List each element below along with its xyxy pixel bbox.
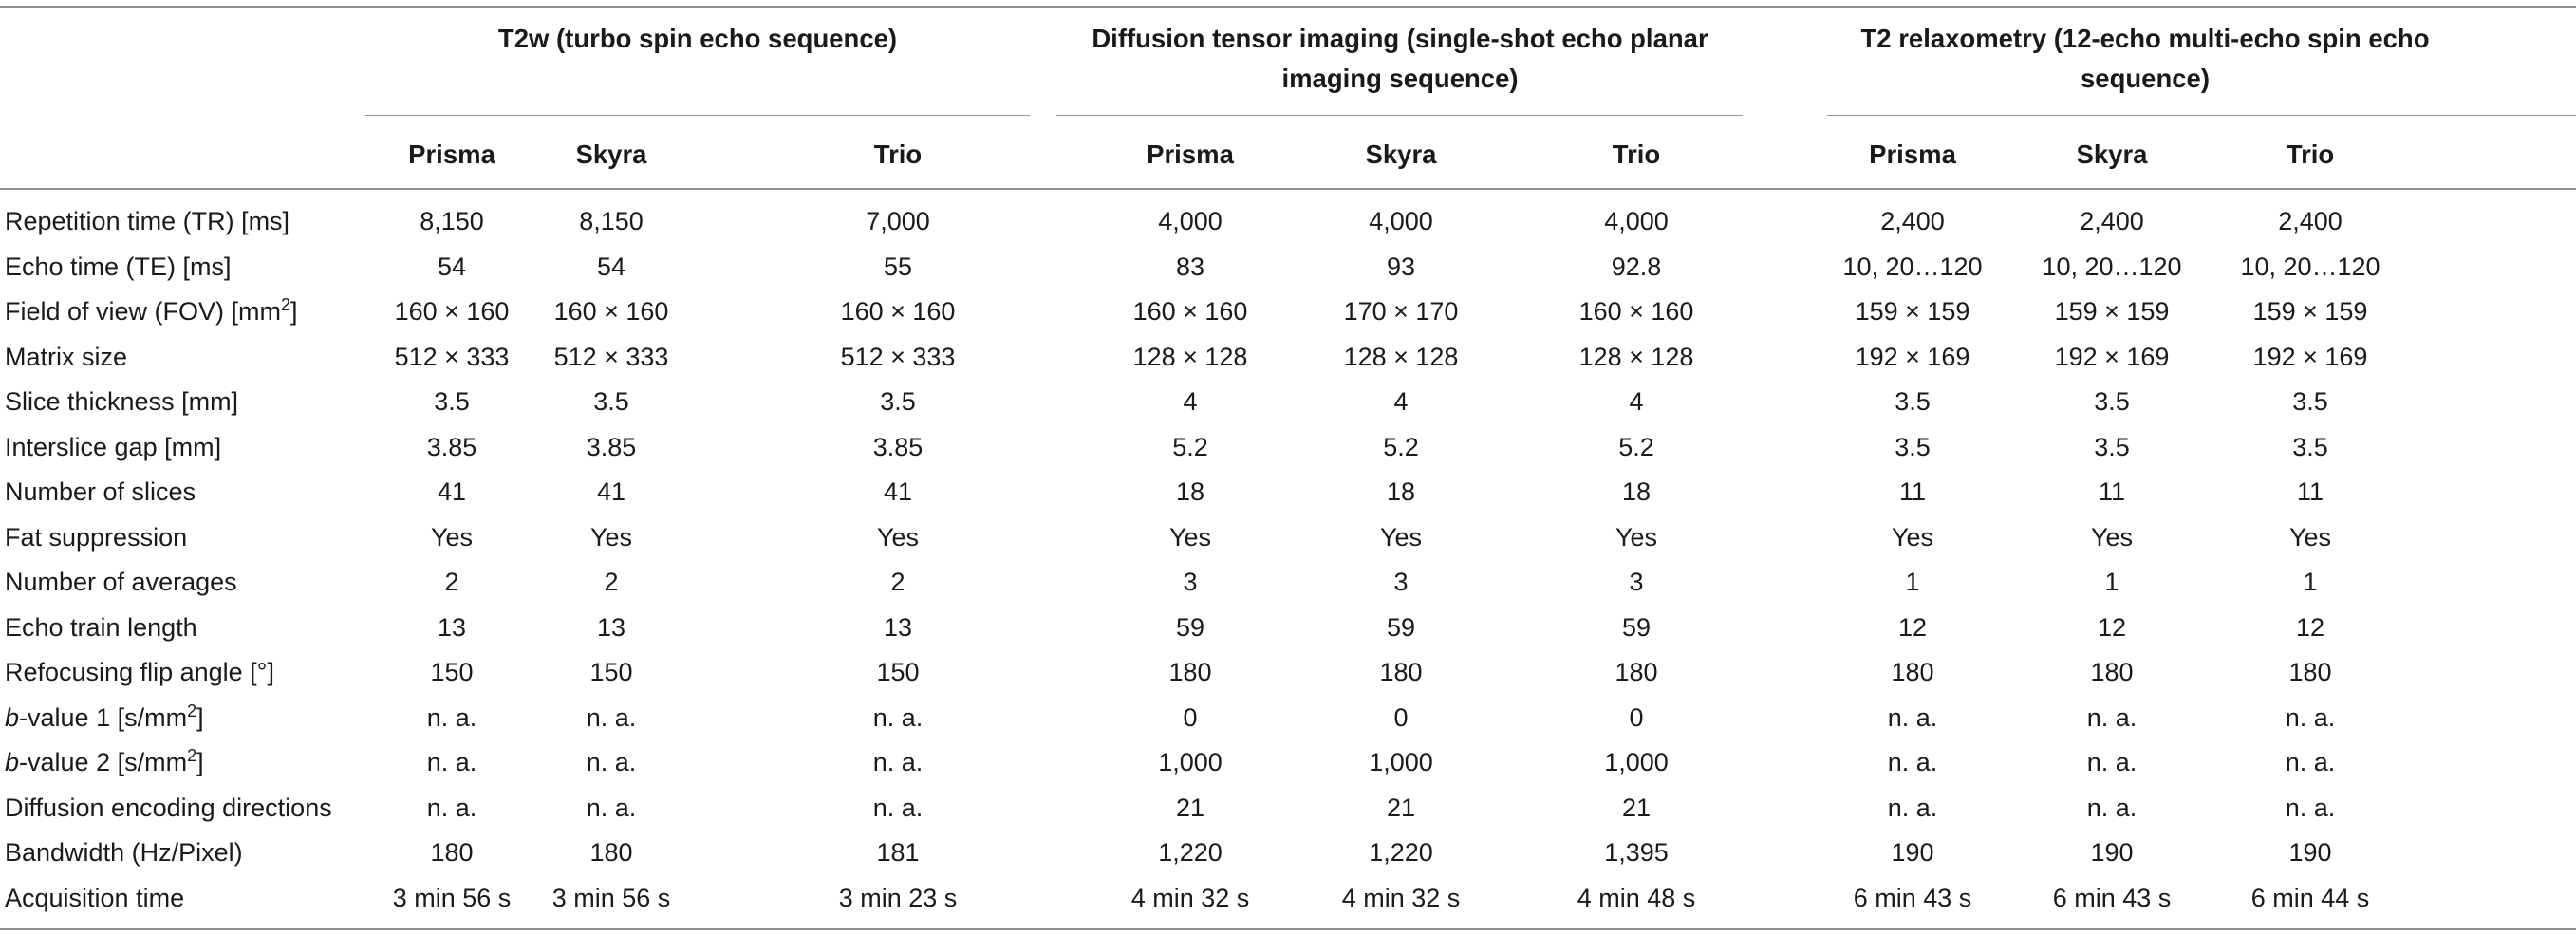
table-cell: 11 [2296,477,2324,506]
label-italic-symbol: b [5,702,20,732]
table-cell: n. a. [426,793,477,822]
table-cell: 180 [430,838,474,867]
column-header-skyra-1: Skyra [575,140,647,169]
table-cell: Yes [876,522,920,552]
table-cell: 7,000 [866,207,930,235]
table-cell: 6 min 43 s [2052,883,2172,912]
table-cell: 3.85 [872,432,924,461]
table-cell: 21 [1621,793,1652,822]
table-cell: 3.85 [586,432,637,461]
row-label: Acquisition time [5,883,185,912]
table-cell: n. a. [586,748,637,776]
table-cell: 128 × 128 [1343,342,1459,371]
table-cell: 190 [2288,838,2332,867]
label-superscript: 2 [281,295,291,314]
table-cell: 128 × 128 [1578,342,1694,371]
table-cell: 160 × 160 [1132,297,1248,326]
label-suffix: ] [290,297,298,326]
table-cell: 12 [2295,612,2325,642]
table-cell: 4,000 [1369,207,1433,235]
table-cell: 54 [596,252,626,281]
table-cell: 41 [596,477,626,506]
table-cell: 512 × 333 [840,342,956,371]
group-rule-t2w [365,115,1030,116]
table-cell: n. a. [2285,748,2336,776]
table-cell: 4 min 48 s [1577,883,1696,912]
table-cell: 159 × 159 [2054,297,2170,326]
label-suffix: ] [196,702,204,732]
table-cell: 3.5 [593,387,629,416]
table-cell: 1,000 [1158,748,1223,776]
table-cell: 8,150 [579,207,644,235]
table-cell: n. a. [586,702,637,732]
column-header-trio-2: Trio [1612,140,1661,169]
table-cell: 4,000 [1158,207,1223,235]
table-cell: 83 [1175,252,1205,281]
table-cell: n. a. [2086,793,2137,822]
table-cell: 0 [1183,702,1198,732]
table-cell: n. a. [2285,793,2336,822]
table-cell: Yes [1379,522,1423,552]
table-cell: 1,000 [1604,748,1669,776]
top-rule [0,6,2576,8]
column-header-skyra-3: Skyra [2076,140,2148,169]
table-cell: 8,150 [420,207,484,235]
table-cell: 150 [589,658,633,686]
row-label: Number of slices [5,477,196,506]
column-header-trio-1: Trio [873,140,923,169]
table-cell: 6 min 44 s [2250,883,2370,912]
table-cell: 512 × 333 [394,342,510,371]
table-cell: 190 [2090,838,2134,867]
table-cell: n. a. [426,702,477,732]
column-header-prisma-1: Prisma [408,140,495,169]
table-cell: 3.5 [2292,387,2328,416]
table-cell: 10, 20…120 [2240,252,2380,281]
table-cell: 12 [1897,612,1928,642]
table-cell: 5.2 [1618,432,1654,461]
table-cell: 41 [437,477,467,506]
table-cell: 13 [596,612,626,642]
table-cell: 3.5 [2094,387,2130,416]
label-superscript: 2 [187,746,197,765]
table-cell: 59 [1386,612,1416,642]
table-cell: 180 [2288,658,2332,686]
row-label: Interslice gap [mm] [5,432,222,461]
table-cell: n. a. [1887,793,1938,822]
table-cell: 41 [883,477,913,506]
table-cell: n. a. [586,793,637,822]
label-superscript: 2 [187,701,197,720]
table-cell: 4 min 32 s [1130,883,1250,912]
table-cell: Yes [589,522,633,552]
table-cell: 18 [1386,477,1416,506]
label-text: -value 1 [s/mm [19,702,188,732]
table-cell: 93 [1386,252,1416,281]
table-cell: 4 min 32 s [1341,883,1461,912]
table-cell: 55 [883,252,913,281]
table-cell: 11 [1898,477,1927,506]
row-label [5,702,204,733]
column-header-skyra-2: Skyra [1365,140,1437,169]
table-cell: 128 × 128 [1132,342,1248,371]
table-cell: 18 [1621,477,1652,506]
table-cell: 3.5 [434,387,470,416]
column-header-trio-3: Trio [2286,140,2335,169]
table-cell: 180 [589,838,633,867]
table-cell: Yes [430,522,474,552]
table-cell: 54 [437,252,467,281]
group-header-t2w: T2w (turbo spin echo sequence) [497,24,898,53]
column-header-prisma-2: Prisma [1147,140,1234,169]
table-cell: 1 [1905,568,1920,596]
table-cell: 12 [2097,612,2127,642]
table-cell: 159 × 159 [1855,297,1970,326]
row-label [5,747,204,777]
table-cell: n. a. [2086,702,2137,732]
table-cell: Yes [1168,522,1212,552]
table-cell: 180 [1891,658,1934,686]
table-cell: 21 [1175,793,1205,822]
table-cell: 3 min 56 s [392,883,512,912]
row-label [5,296,298,327]
row-label: Echo train length [5,612,197,642]
row-label: Matrix size [5,342,128,371]
table-cell: Yes [1615,522,1658,552]
table-cell: 5.2 [1172,432,1208,461]
table-cell: 192 × 169 [2252,342,2368,371]
table-cell: 92.8 [1611,252,1662,281]
table-cell: 160 × 160 [394,297,510,326]
table-cell: 192 × 169 [2054,342,2170,371]
table-cell: 4 [1183,387,1198,416]
table-cell: n. a. [872,748,924,776]
table-cell: 180 [1168,658,1212,686]
table-cell: 192 × 169 [1855,342,1970,371]
table-cell: 2 [604,568,619,596]
table-cell: 3.5 [880,387,916,416]
table-cell: 3.5 [1895,387,1931,416]
table-cell: 2 [444,568,459,596]
row-label: Slice thickness [mm] [5,387,239,416]
table-cell: 13 [437,612,467,642]
table-cell: 3.5 [2094,432,2130,461]
table-cell: 3 min 23 s [838,883,958,912]
table-cell: 3 min 56 s [551,883,671,912]
table-cell: 4,000 [1604,207,1669,235]
header-rule [0,188,2576,190]
row-label: Echo time (TE) [ms] [5,252,232,281]
group-header-dti: Diffusion tensor imaging (single-shot echo planar imaging sequence) [1092,24,1708,93]
table-cell: Yes [1891,522,1934,552]
table-cell: 59 [1621,612,1652,642]
table-cell: 3 [1629,568,1644,596]
table-cell: 21 [1386,793,1416,822]
table-cell: n. a. [872,793,924,822]
table-cell: 159 × 159 [2252,297,2368,326]
table-cell: 13 [883,612,913,642]
table-cell: 10, 20…120 [2042,252,2182,281]
table-cell: 180 [1379,658,1423,686]
group-rule-dti [1056,115,1743,116]
table-cell: n. a. [2086,748,2137,776]
table-cell: 1 [2303,568,2318,596]
table-cell: 150 [430,658,474,686]
row-label: Number of averages [5,568,237,596]
table-cell: 3.5 [2292,432,2328,461]
table-cell: 1,395 [1604,838,1669,867]
table-cell: n. a. [2285,702,2336,732]
table-cell: n. a. [1887,702,1938,732]
table-cell: 0 [1393,702,1409,732]
table-cell: 2,400 [1880,207,1945,235]
table-cell: 2 [890,568,905,596]
table-cell: Yes [2090,522,2134,552]
table-cell: 3.85 [426,432,477,461]
table-cell: 0 [1629,702,1644,732]
table-cell: 160 × 160 [840,297,956,326]
table-cell: 160 × 160 [1578,297,1694,326]
table-cell: 170 × 170 [1343,297,1459,326]
table-cell: 6 min 43 s [1853,883,1972,912]
table-cell: 150 [876,658,920,686]
label-text: -value 2 [s/mm [19,748,188,776]
table-cell: 4 [1629,387,1644,416]
column-header-prisma-3: Prisma [1869,140,1956,169]
table-cell: 2,400 [2080,207,2144,235]
table-cell: 1 [2104,568,2119,596]
table-cell: 59 [1175,612,1205,642]
row-label: Repetition time (TR) [ms] [5,207,290,235]
table-cell: 11 [2098,477,2126,506]
row-label: Refocusing flip angle [°] [5,658,274,686]
table-cell: n. a. [426,748,477,776]
table-cell: 3.5 [1895,432,1931,461]
table-cell: 190 [1891,838,1934,867]
table-cell: Yes [2288,522,2332,552]
table-cell: 1,000 [1369,748,1433,776]
table-cell: 2,400 [2278,207,2343,235]
table-cell: 181 [876,838,920,867]
table-cell: 180 [1615,658,1658,686]
group-rule-t2-relaxometry [1827,115,2576,116]
table-cell: 4 [1393,387,1409,416]
table-cell: 1,220 [1158,838,1223,867]
table-cell: 10, 20…120 [1842,252,1983,281]
row-label: Fat suppression [5,522,188,552]
label-suffix: ] [196,748,204,776]
table-cell: n. a. [1887,748,1938,776]
table-cell: 3 [1393,568,1409,596]
table-cell: 3 [1183,568,1198,596]
table-cell: n. a. [872,702,924,732]
table-cell: 512 × 333 [553,342,669,371]
label-text: Field of view (FOV) [mm [5,297,282,326]
bottom-rule [0,928,2576,930]
table-cell: 160 × 160 [553,297,669,326]
group-header-t2-relaxometry: T2 relaxometry (12-echo multi-echo spin echo sequence) [1860,24,2430,93]
table-cell: 1,220 [1369,838,1433,867]
row-label: Diffusion encoding directions [5,793,332,822]
table-cell: 180 [2090,658,2134,686]
table-cell: 5.2 [1383,432,1419,461]
table-cell: 18 [1175,477,1205,506]
row-label: Bandwidth (Hz/Pixel) [5,838,243,867]
label-italic-symbol: b [5,748,20,776]
